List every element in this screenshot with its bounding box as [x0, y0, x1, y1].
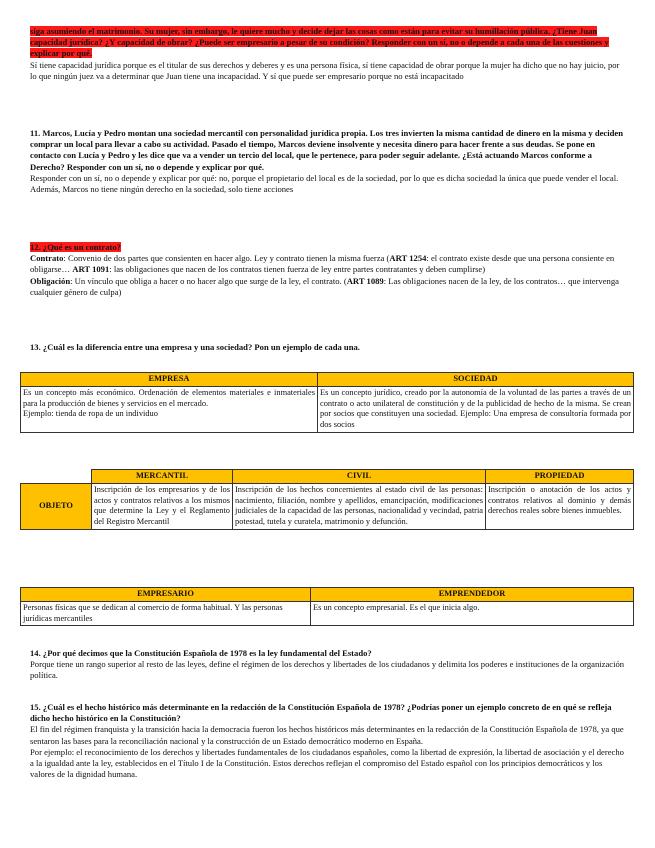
cell-mercantil: Inscripción de los empresarios y de los actos y contratos relativos a los mismos que determine la Ley y el Reglamento del Registro Mercantil	[92, 483, 233, 529]
intro-question: siga asumiendo el matrimonio. Su mujer, sin embargo, le quiere mucho y decide dejar las cosas como están para evitar su humillación pública. ¿Tiene Juan capacidad jurídica? ¿Y capacidad de obrar? ¿Puede ser empresario a pesar de su condición? Responder con un sí, no o depende a cada una de las cuestiones y explicar por qué.	[30, 26, 609, 59]
empresa-sociedad-table	[20, 372, 634, 433]
header-empresa: EMPRESA	[21, 373, 318, 387]
header-empresario: EMPRESARIO	[21, 588, 311, 602]
cell-propiedad: Inscripción o anotación de los actos y contratos relativos al dominio y demás derechos reales sobre bienes inmuebles.	[486, 483, 634, 529]
q15-answer-1: El fin del régimen franquista y la transición hacia la democracia fueron los hechos históricos más determinantes en la redacción de la Constitución Española de 1978, ya que sentaron las bases para la reconciliación nacional y la construcción de un Estado democrático moderno en España.	[30, 724, 624, 746]
cell-empresa: Es un concepto más económico. Ordenación de elementos materiales e inmateriales para la producción de bienes y servicios en el mercado. Ejemplo: tienda de ropa de un individuo	[21, 386, 318, 432]
q11-answer: Responder con un sí, no o depende y explicar por qué: no, porque el propietario del local es de la sociedad, por lo que es dicha sociedad la única que puede vender el local. Además, Marcos no tiene ningún derecho en la sociedad, solo tiene acciones	[30, 172, 619, 195]
header-empty	[21, 470, 92, 484]
cell-sociedad: Es un concepto jurídico, creado por la autonomía de la voluntad de las partes a través de un contrato o acto unilateral de constitución y de la publicidad de hecho de la misma. Se crean por socios que constituyen una sociedad. Ejemplo: Una empresa de consultoría formada por dos socios	[318, 386, 634, 432]
header-propiedad: PROPIEDAD	[486, 470, 634, 484]
header-civil: CIVIL	[233, 470, 486, 484]
q12-section	[30, 242, 628, 298]
header-emprendedor: EMPRENDEDOR	[311, 588, 634, 602]
cell-civil: Inscripción de los hechos concernientes al estado civil de las personas: nacimiento, filiación, nombre y apellidos, emancipación, modificaciones judiciales de la capacidad de las personas, nacionalidad y vecindad, patria potestad, tutela y curatela, matrimonio y defunción.	[233, 483, 486, 529]
row-label-objeto: OBJETO	[21, 483, 92, 529]
intro-section	[30, 26, 628, 82]
contrato-definition: Contrato: Convenio de dos partes que consienten en hacer algo. Ley y contrato tienen la misma fuerza (ART 1254: el contrato existe desde que una persona consiente en obligarse… ART 1091: las obligaciones que nacen de los contratos tienen fuerza de ley entre partes contratantes y deben cumplirse)	[30, 253, 615, 275]
q12-question: 12. ¿Qué es un contrato?	[30, 242, 121, 252]
header-sociedad: SOCIEDAD	[318, 373, 634, 387]
empresario-emprendedor-table	[20, 587, 634, 626]
intro-answer: Sí tiene capacidad jurídica porque es el titular de sus derechos y deberes y es una persona física, sí tiene capacidad de obrar porque la mujer ha dicho que no hay juicio, por lo que ningún juez va a determinar que Juan tiene una incapacidad. Y sí que puede ser empresario porque no está incapacitado	[30, 59, 620, 81]
header-mercantil: MERCANTIL	[92, 470, 233, 484]
q13-question: 13. ¿Cuál es la diferencia entre una empresa y una sociedad? Pon un ejemplo de cada una.	[30, 342, 360, 352]
registros-table	[20, 469, 634, 530]
q14-answer: Porque tiene un rango superior al resto de las leyes, define el régimen de los derechos y libertades de los ciudadanos y delimita los poderes e instituciones de la organización política.	[30, 659, 625, 681]
q15-question: 15. ¿Cuál es el hecho histórico más determinante en la redacción de la Constitución Española de 1978? ¿Podrías poner un ejemplo concreto de en qué se refleja dicho hecho histórico en la Constitución?	[30, 702, 612, 724]
cell-emprendedor: Es un concepto empresarial. Es el que inicia algo.	[311, 601, 634, 626]
obligacion-definition: Obligación: Un vínculo que obliga a hacer o no hacer algo que surge de la ley, el contrato. (ART 1089: Las obligaciones nacen de la ley, de los contratos… que intervenga cualquier género de culpa)	[30, 275, 619, 297]
q13-section	[30, 342, 628, 353]
q14-section	[30, 648, 628, 682]
q15-section	[30, 702, 628, 780]
q11-question: 11. Marcos, Lucía y Pedro montan una sociedad mercantil con personalidad jurídica propia. Los tres invierten la misma cantidad de dinero en la misma y deciden comprar un local para llevar a cabo su actividad. Pasado el tiempo, Marcos deviene insolvente y necesita dinero para hacer frente a sus deudas. Se pone en contacto con Lucía y Pedro y les dice que va a vender un tercio del local, que le pertenece, para poder seguir adelante. ¿Está actuando Marcos conforme a Derecho? Responder con un sí, no o depende y explicar por qué.	[30, 128, 623, 172]
q14-question: 14. ¿Por qué decimos que la Constitución Española de 1978 es la ley fundamental del Estado?	[30, 648, 372, 658]
q11-section	[30, 128, 628, 195]
q15-answer-2: Por ejemplo: el reconocimiento de los derechos y libertades fundamentales de los ciudadanos españoles, como la libertad de expresión, la libertad de asociación y el derecho a la igualdad ante la ley, establecidos en el Título I de la Constitución. Estos derechos reflejan el compromiso del Estado español con los principios democráticos y los valores de la dignidad humana.	[30, 746, 624, 780]
cell-empresario: Personas físicas que se dedican al comercio de forma habitual. Y las personas jurídicas mercantiles	[21, 601, 311, 626]
